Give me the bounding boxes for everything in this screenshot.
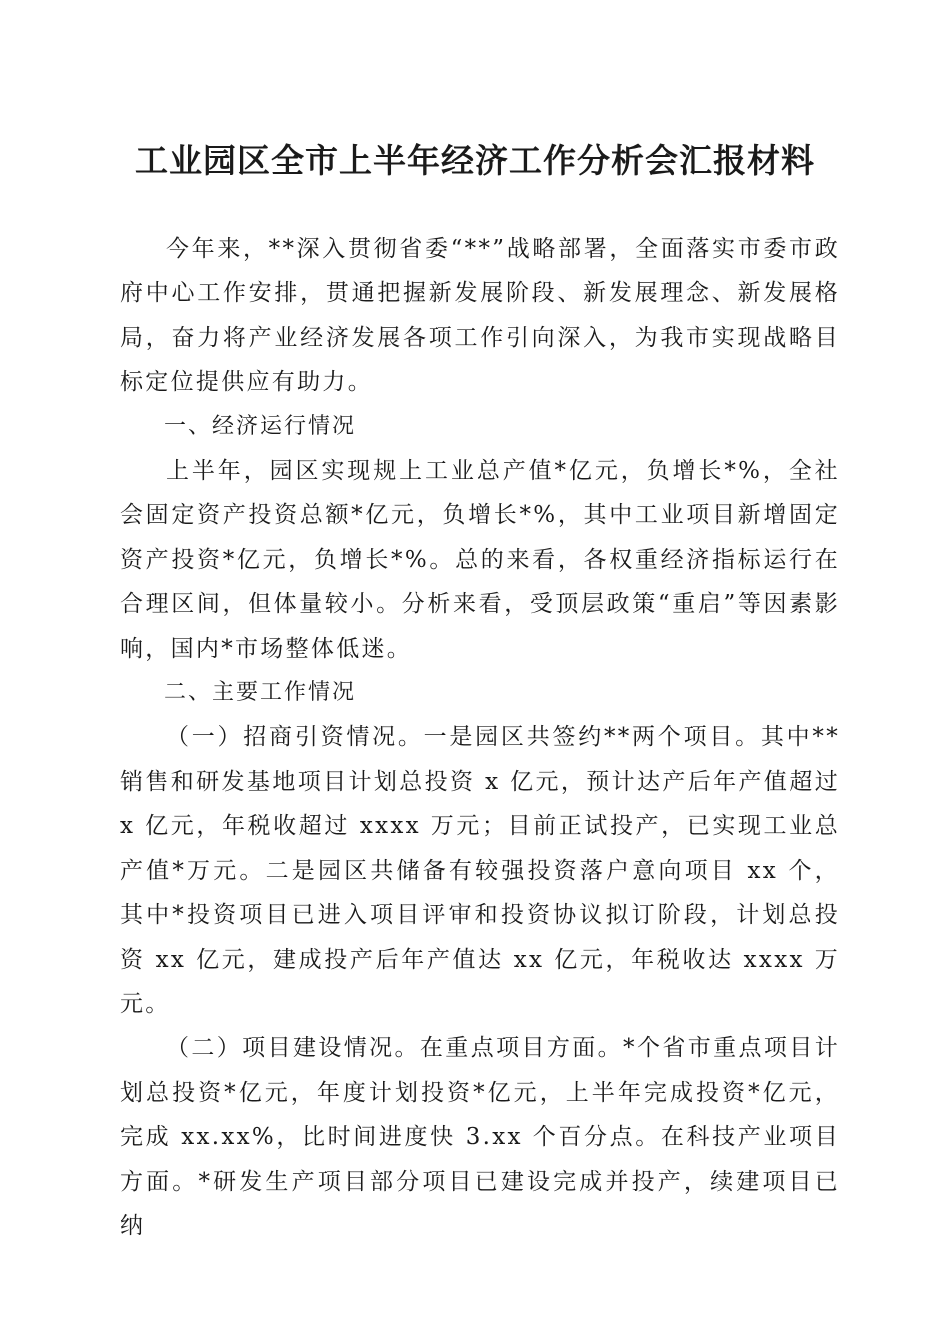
investment-attraction-paragraph: （一）招商引资情况。一是园区共签约**两个项目。其中**销售和研发基地项目计划总投资 x 亿元，预计达产后年产值超过 x 亿元，年税收超过 xxxx 万元；目前正试投产，已实现工业总产值*万元。二是园区共储备有较强投资落户意向项目 xx 个，其中*投资项目已进入项目评审和投资协议拟订阶段，计划总投资 xx 亿元，建成投产后年产值达 xx 亿元，年税收达 xxxx 万元。 bbox=[120, 724, 840, 1017]
section-heading-economic-operation: 一、经济运行情况 bbox=[164, 413, 357, 439]
section-heading-main-work: 二、主要工作情况 bbox=[164, 680, 357, 706]
document-title: 工业园区全市上半年经济工作分析会汇报材料 bbox=[135, 141, 815, 180]
economic-operation-paragraph: 上半年，园区实现规上工业总产值*亿元，负增长*%，全社会固定资产投资总额*亿元，负增长*%，其中工业项目新增固定资产投资*亿元，负增长*%。总的来看，各权重经济指标运行在合理区间，但体量较小。分析来看，受顶层政策“重启”等因素影响，国内*市场整体低迷。 bbox=[120, 458, 840, 662]
intro-paragraph: 今年来，**深入贯彻省委“**”战略部署，全面落实市委市政府中心工作安排，贯通把握新发展阶段、新发展理念、新发展格局，奋力将产业经济发展各项工作引向深入，为我市实现战略目标定位提供应有助力。 bbox=[120, 236, 840, 396]
project-construction-paragraph: （二）项目建设情况。在重点项目方面。*个省市重点项目计划总投资*亿元，年度计划投资*亿元，上半年完成投资*亿元，完成 xx.xx%，比时间进度快 3.xx 个百分点。在科技产业项目方面。*研发生产项目部分项目已建设完成并投产，续建项目已纳 bbox=[120, 1035, 840, 1239]
document-body bbox=[120, 227, 840, 1248]
